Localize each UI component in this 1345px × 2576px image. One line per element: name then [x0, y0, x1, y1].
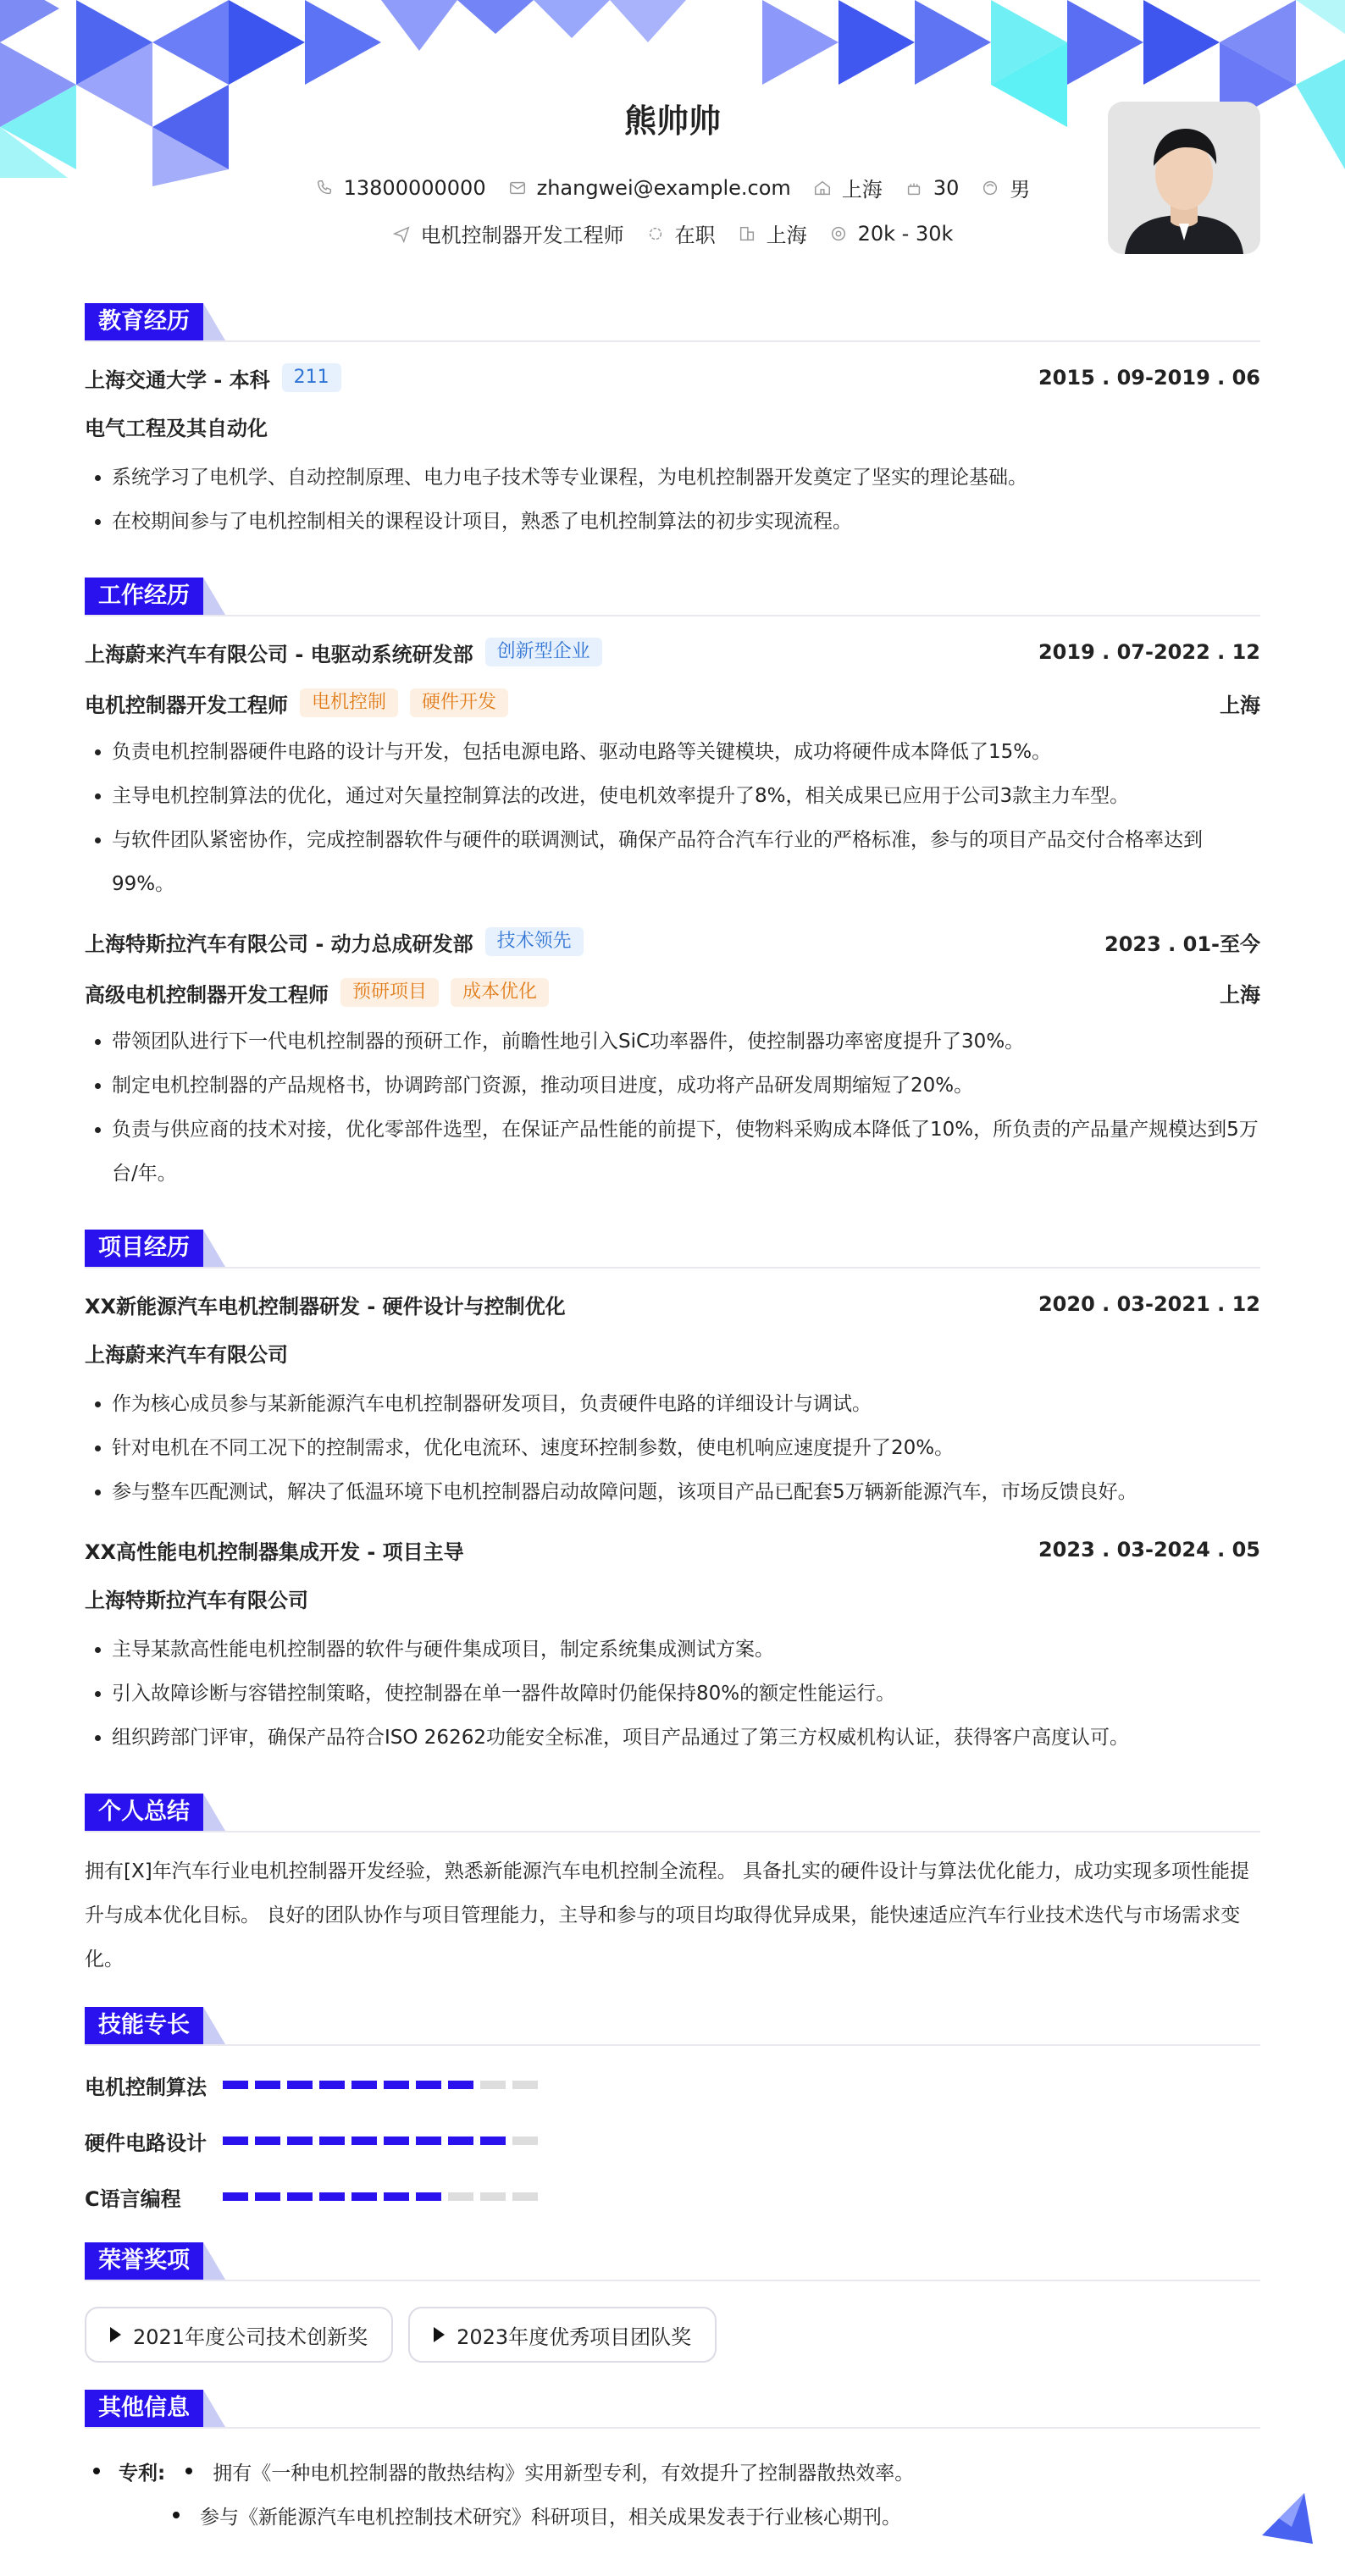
city-item	[813, 173, 883, 202]
list-item: • 作为核心成员参与某新能源汽车电机控制器研发项目，负责硬件电路的详细设计与调试。	[112, 1382, 1260, 1426]
school-name: 上海交通大学 - 本科	[85, 368, 270, 392]
summary-text: 拥有[X]年汽车行业电机控制器开发经验，熟悉新能源汽车电机控制全流程。 具备扎实的硬件设计与算法优化能力，成功实现多项性能提升与成本优化目标。 良好的团队协作与项目管理能力，主导和参与的项目均取得优异成果，能快速适应汽车行业技术迭代与市场需求变化。	[85, 1860, 1250, 1971]
skill-level-bar	[223, 2137, 538, 2145]
age-item	[905, 176, 960, 200]
education-head-row	[85, 361, 1260, 395]
phone-text: 13800000000	[343, 175, 486, 200]
section-title: 个人总结	[85, 1794, 203, 1831]
skill-segment	[223, 2137, 248, 2145]
company-name: 上海蔚来汽车有限公司 - 电驱动系统研发部	[85, 642, 473, 666]
bullet-dot	[185, 2468, 192, 2474]
age-icon	[905, 179, 923, 197]
section-title: 荣誉奖项	[85, 2242, 203, 2280]
salary-text: 20k - 30k	[857, 221, 954, 246]
position-item	[392, 218, 624, 248]
skill-name: 硬件电路设计	[85, 2131, 207, 2155]
work-section	[85, 576, 1260, 1196]
avatar	[1108, 102, 1260, 254]
list-item: • 负责电机控制器硬件电路的设计与开发，包括电源电路、驱动电路等关键模块，成功将硬件成本降低了15%。	[112, 730, 1260, 774]
list-item: • 负责与供应商的技术对接，优化零部件选型，在保证产品性能的前提下，使物料采购成本降低了10%，所负责的产品量产规模达到5万台/年。	[112, 1108, 1260, 1196]
skill-segment	[255, 2192, 280, 2201]
job-bullets	[85, 730, 1260, 906]
skill-segment	[255, 2081, 280, 2089]
bullet-dot	[173, 2512, 180, 2518]
skill-segment	[448, 2137, 473, 2145]
education-bullets	[85, 456, 1260, 544]
skill-item	[85, 2122, 683, 2159]
role-tag: 硬件开发	[410, 688, 508, 717]
building-icon	[738, 224, 756, 243]
position-text: 电机控制器开发工程师	[420, 224, 624, 247]
education-entry	[85, 361, 1260, 544]
project-company: 上海特斯拉汽车有限公司	[85, 1589, 308, 1612]
project-section	[85, 1228, 1260, 1760]
award-chip	[85, 2307, 393, 2363]
section-header	[85, 301, 1260, 342]
skill-name: C语言编程	[85, 2186, 181, 2211]
skill-segment	[512, 2081, 538, 2089]
project-company: 上海蔚来汽车有限公司	[85, 1343, 288, 1367]
skill-segment	[287, 2137, 313, 2145]
skill-segment	[351, 2137, 377, 2145]
job-location: 上海	[1220, 982, 1260, 1007]
role-tag: 预研项目	[340, 978, 439, 1007]
status-icon	[646, 224, 665, 243]
job-entry	[85, 635, 1260, 906]
project-entry	[85, 1287, 1260, 1514]
city-text: 上海	[841, 178, 883, 202]
phone-icon	[315, 179, 334, 197]
section-header	[85, 1228, 1260, 1269]
project-bullets	[85, 1628, 1260, 1760]
section-header	[85, 2388, 1260, 2429]
job-role: 电机控制器开发工程师	[85, 693, 288, 717]
awards-list	[85, 2307, 1260, 2363]
section-title: 工作经历	[85, 578, 203, 615]
email-item	[508, 176, 791, 200]
section-title: 其他信息	[85, 2390, 203, 2427]
skill-segment	[480, 2137, 506, 2145]
section-title: 教育经历	[85, 303, 203, 340]
list-item: • 在校期间参与了电机控制相关的课程设计项目，熟悉了电机控制算法的初步实现流程。	[112, 500, 1260, 544]
skill-segment	[416, 2192, 441, 2201]
skill-segment	[384, 2081, 409, 2089]
other-item: 拥有《一种电机控制器的散热结构》实用新型专利，有效提升了控制器散热效率。	[213, 2462, 915, 2485]
gender-icon	[981, 179, 999, 197]
skill-segment	[319, 2137, 345, 2145]
skill-segment	[512, 2192, 538, 2201]
mail-icon	[508, 179, 527, 197]
phone-item	[315, 176, 486, 200]
age-text: 30	[933, 175, 960, 200]
skill-level-bar	[223, 2192, 538, 2201]
skill-segment	[223, 2192, 248, 2201]
section-header	[85, 2005, 1260, 2046]
list-item: • 带领团队进行下一代电机控制器的预研工作，前瞻性地引入SiC功率器件，使控制器功率密度提升了30%。	[112, 1020, 1260, 1064]
skill-segment	[319, 2192, 345, 2201]
summary-section	[85, 1792, 1260, 1982]
play-triangle-icon	[434, 2327, 445, 2342]
skill-segment	[287, 2192, 313, 2201]
list-item: • 制定电机控制器的产品规格书，协调跨部门资源，推动项目进度，成功将产品研发周期缩短了20%。	[112, 1064, 1260, 1108]
target-city-text: 上海	[766, 224, 807, 247]
skill-segment	[351, 2081, 377, 2089]
other-info	[85, 2449, 1260, 2537]
status-item	[646, 218, 716, 248]
section-title: 项目经历	[85, 1230, 203, 1267]
send-icon	[392, 224, 411, 243]
honors-section	[85, 2241, 1260, 2363]
list-item: • 引入故障诊断与容错控制策略，使控制器在单一器件故障时仍能保持80%的额定性能运行。	[112, 1672, 1260, 1716]
skill-name: 电机控制算法	[85, 2075, 207, 2099]
list-item: • 与软件团队紧密协作，完成控制器软件与硬件的联调测试，确保产品符合汽车行业的严格标准，参与的项目产品交付合格率达到99%。	[112, 818, 1260, 906]
email-text: zhangwei@example.com	[536, 175, 791, 200]
list-item: • 参与整车匹配测试，解决了低温环境下电机控制器启动故障问题，该项目产品已配套5万辆新能源汽车，市场反馈良好。	[112, 1470, 1260, 1514]
list-item: • 主导某款高性能电机控制器的软件与硬件集成项目，制定系统集成测试方案。	[112, 1628, 1260, 1672]
education-section	[85, 301, 1260, 544]
other-item: 参与《新能源汽车电机控制技术研究》科研项目，相关成果发表于行业核心期刊。	[200, 2506, 901, 2529]
play-triangle-icon	[110, 2327, 121, 2342]
candidate-name: 熊帅帅	[623, 102, 721, 140]
skill-segment	[416, 2137, 441, 2145]
job-entry	[85, 925, 1260, 1196]
section-header	[85, 2241, 1260, 2281]
gender-text: 男	[1010, 178, 1031, 202]
home-icon	[813, 179, 832, 197]
project-name: XX新能源汽车电机控制器研发 - 硬件设计与控制优化	[85, 1294, 566, 1318]
skill-segment	[448, 2081, 473, 2089]
project-date: 2020 . 03-2021 . 12	[1038, 1292, 1260, 1316]
project-entry	[85, 1533, 1260, 1760]
job-date: 2023 . 01-至今	[1104, 931, 1260, 956]
company-name: 上海特斯拉汽车有限公司 - 动力总成研发部	[85, 931, 473, 956]
skill-segment	[384, 2192, 409, 2201]
skill-segment	[255, 2137, 280, 2145]
skill-segment	[384, 2137, 409, 2145]
award-label: 2023年度优秀项目团队奖	[457, 2324, 692, 2349]
role-tag: 电机控制	[300, 688, 398, 717]
school-tag: 211	[282, 363, 341, 392]
skill-item	[85, 2066, 683, 2103]
job-bullets	[85, 1020, 1260, 1196]
avatar-portrait	[1108, 102, 1260, 254]
contact-row	[85, 173, 1260, 202]
skill-segment	[416, 2081, 441, 2089]
skill-segment	[319, 2081, 345, 2089]
skills-list	[85, 2066, 1260, 2215]
section-header	[85, 576, 1260, 616]
patent-row	[85, 2493, 1260, 2537]
job-location: 上海	[1220, 693, 1260, 717]
skill-level-bar	[223, 2081, 538, 2089]
skill-segment	[351, 2192, 377, 2201]
other-section	[85, 2388, 1260, 2537]
list-item: • 针对电机在不同工况下的控制需求，优化电流环、速度环控制参数，使电机响应速度提升了20%。	[112, 1426, 1260, 1470]
skill-segment	[480, 2192, 506, 2201]
skills-section	[85, 2005, 1260, 2215]
project-name: XX高性能电机控制器集成开发 - 项目主导	[85, 1540, 464, 1564]
bullet-dot	[93, 2468, 100, 2474]
section-header	[85, 1792, 1260, 1832]
section-title: 技能专长	[85, 2007, 203, 2044]
skill-segment	[480, 2081, 506, 2089]
company-tag: 创新型企业	[485, 638, 602, 666]
company-tag: 技术领先	[485, 927, 584, 956]
list-item: • 主导电机控制算法的优化，通过对矢量控制算法的改进，使电机效率提升了8%，相关成果已应用于公司3款主力车型。	[112, 774, 1260, 818]
award-chip	[408, 2307, 717, 2363]
list-item: • 组织跨部门评审，确保产品符合ISO 26262功能安全标准，项目产品通过了第三方权威机构认证，获得客户高度认可。	[112, 1716, 1260, 1760]
role-tag: 成本优化	[451, 978, 549, 1007]
job-date: 2019 . 07-2022 . 12	[1038, 640, 1260, 664]
skill-segment	[287, 2081, 313, 2089]
project-bullets	[85, 1382, 1260, 1514]
major-name: 电气工程及其自动化	[85, 417, 268, 440]
skill-segment	[512, 2137, 538, 2145]
patent-label: 专利:	[119, 2462, 166, 2485]
education-date: 2015 . 09-2019 . 06	[1038, 366, 1260, 390]
patent-row	[85, 2449, 1260, 2493]
target-city-item	[738, 218, 807, 248]
profile-header	[85, 0, 1260, 271]
salary-item	[829, 222, 954, 246]
skill-segment	[448, 2192, 473, 2201]
skill-segment	[223, 2081, 248, 2089]
project-date: 2023 . 03-2024 . 05	[1038, 1538, 1260, 1562]
status-text: 在职	[674, 224, 716, 247]
list-item: • 系统学习了电机学、自动控制原理、电力电子技术等专业课程，为电机控制器开发奠定了坚实的理论基础。	[112, 456, 1260, 500]
job-role: 高级电机控制器开发工程师	[85, 982, 329, 1007]
job-intent-row	[85, 218, 1260, 248]
skill-item	[85, 2178, 683, 2215]
gender-item	[981, 173, 1030, 202]
award-label: 2021年度公司技术创新奖	[133, 2324, 368, 2349]
salary-icon	[829, 224, 848, 243]
